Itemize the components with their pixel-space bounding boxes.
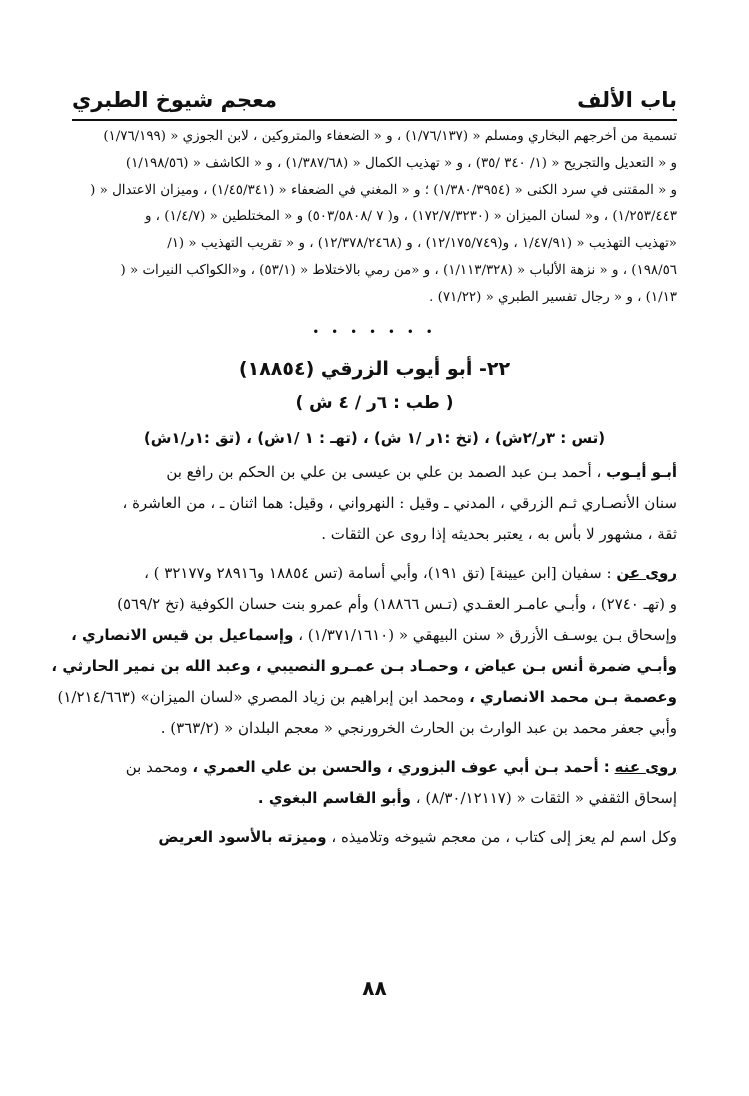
narrated-by-section <box>72 752 677 814</box>
bio-line: ثقة ، مشهور لا بأس به ، يعتبر بحديثه إذا روى عن الثقات . <box>321 524 677 543</box>
narrated-by-text: ومحمد بن <box>125 757 188 776</box>
key-note-bold: وميزته بالأسود العريض <box>158 827 327 846</box>
source-line: «تهذيب التهذيب « (١/٤٧/٩١ ، و(١٢/١٧٥/٧٤٩) ، و (١٢/٣٧٨/٢٤٦٨) ، و « تقريب التهذيب « (١/ <box>167 236 677 252</box>
source-line: ١٩٨/٥٦) ، و « نزهة الألباب « (١/١١٣/٣٢٨) ، و «من رمي بالاختلاط « (٥٣/١) ، و«الكواكب النيرات « ( <box>120 262 677 278</box>
page-body <box>51 124 677 853</box>
source-line: ١/١٣) ، و « رجال تفسير الطبري « (٧١/٢٢) . <box>429 289 677 305</box>
running-header <box>72 80 677 120</box>
narrated-from-line: وأبي جعفر محمد بن عبد الوارث بن الحارث الخرورنجي « معجم البلدان « (٣٦٣/٢) . <box>160 718 677 737</box>
chapter-title: باب الألف <box>577 88 677 112</box>
book-title: معجم شيوخ الطبري <box>72 88 278 112</box>
source-line: ١/٢٥٣/٤٤٣) ، و« لسان الميزان « (١٧٢/٧/٣٢٣٠) ، و( ٧ /٥٠٣/٥٨٠٨) و « المختلطين « (١/٤/٧) ، و <box>144 209 677 225</box>
key-note-line <box>72 822 677 853</box>
narrated-from-line <box>72 620 677 651</box>
header-rule <box>72 119 677 121</box>
section-separator: • • • • • • • <box>312 324 437 339</box>
previous-entry-sources <box>72 124 677 312</box>
narrated-by-bold: : أحمد بـن أبي عوف البزوري ، والحسن بن علي العمري ، <box>192 757 610 776</box>
narrated-from-text: ومحمد ابن إبراهيم بن زياد المصري «لسان الميزان» (١/٢١٤/٦٦٣) <box>57 687 465 706</box>
narrated-from-text: وإسحاق بـن يوسـف الأزرق « سنن البيهقي « (١/٣٧١/١٦١٠) ، <box>298 625 677 644</box>
narrated-by-label: روى عنه <box>614 757 677 776</box>
key-note <box>72 822 677 853</box>
narrated-by-bold: وأبو القاسم البغوي . <box>257 788 412 807</box>
narrated-from-bold: وعصمة بـن محمد الانصاري ، <box>469 687 677 706</box>
narrated-by-text: إسحاق الثقفي « الثقات « (٨/٣٠/١٢١١٧) ، <box>415 788 677 807</box>
narrated-from-line: وأبـي ضمرة أنس بـن عياض ، وحمـاد بـن عمـرو النصيبي ، وعبد الله بن نمير الحارثي ، <box>51 656 677 675</box>
entry-heading: ٢٢- أبو أيوب الزرقي (١٨٨٥٤) <box>238 357 511 380</box>
source-line: و « التعديل والتجريح « (١/ ٣٤٠ /٣٥) ، و « تهذيب الكمال « (١/٣٨٧/٦٨) ، و « الكاشف « (١/١٩٨/٥٦) <box>125 155 677 171</box>
narrated-from-text: : سفيان [ابن عيينة] (تق ١٩١)، وأبي أسامة (تس ١٨٨٥٤ و٢٨٩١٦ و٣٢١٧٧ ) ، <box>144 563 612 582</box>
narrated-from-line <box>57 682 677 713</box>
source-line: تسمية من أخرجهم البخاري ومسلم « (١/٧٦/١٣٧) ، و « الضعفاء والمتروكين ، لابن الجوزي « (١/٧٦/١٩٩) <box>103 129 677 144</box>
source-abbreviations: (تس : ٣ر/٢ش) ، (تخ :١ر /١ ش) ، (تهـ : ١ /١ش) ، (تق :١ر/١ش) <box>143 428 606 447</box>
narrated-from-line <box>72 558 677 589</box>
bio-line-rest: ، أحمد بـن عبد الصمد بن علي بن عيسى بن علي بن الحكم بن رافع بن <box>166 462 602 481</box>
bio-line <box>72 457 677 488</box>
narrated-from-label: روى عن <box>616 563 677 582</box>
bio-line: سنان الأنصـاري ثـم الزرقي ، المدني ـ وقيل : النهرواني ، وقيل: هما اثنان ـ ، من العاشرة ، <box>122 493 677 512</box>
biography <box>72 457 677 550</box>
narrated-from-section <box>51 558 677 744</box>
narrated-from-line: و (تهـ ٢٧٤٠) ، وأبـي عامـر العقـدي (تـس ١٨٨٦٦) وأم عمرو بنت حسان الكوفية (تخ ٥٦٩/٢) <box>117 594 677 613</box>
page-number: ٨٨ <box>362 976 387 1000</box>
tabari-references: ( طب : ٦ر / ٤ ش ) <box>295 392 454 413</box>
kunya-name: أبـو أيـوب <box>606 462 677 481</box>
narrated-by-line <box>72 752 677 783</box>
narrated-from-bold: وإسماعيل بن قيس الانصاري ، <box>71 625 294 644</box>
source-line: و « المقتنى في سرد الكنى « (١/٣٨٠/٣٩٥٤) ؛ و « المغني في الضعفاء « (١/٤٥/٣٤١) ، وميزان الاعتدال « ( <box>90 182 677 198</box>
key-note-text: وكل اسم لم يعز إلى كتاب ، من معجم شيوخه وتلاميذه ، <box>331 827 677 846</box>
narrated-by-line <box>72 783 677 814</box>
